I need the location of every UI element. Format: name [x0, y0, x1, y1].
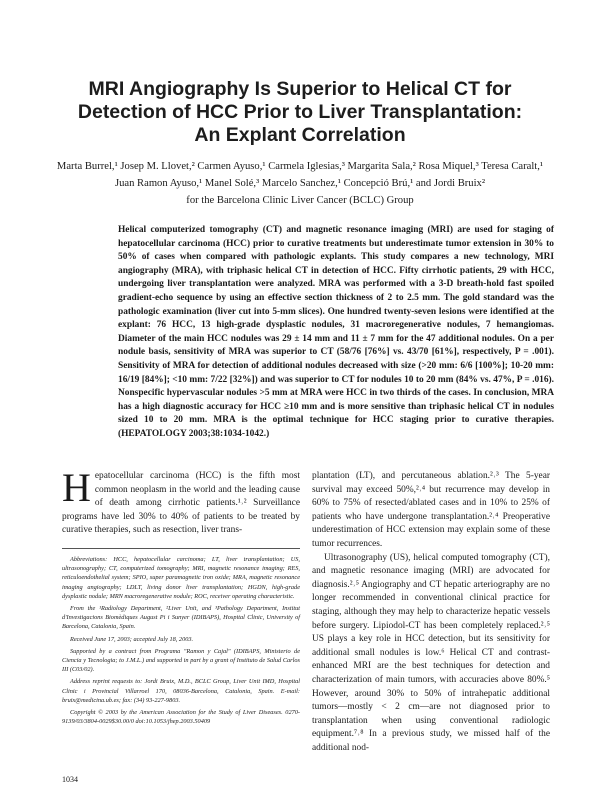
footnote-received: Received June 17, 2003; accepted July 18, 2003. [70, 635, 194, 643]
footnote-address: Address reprint requests to: Jordi Bruix, M.D., BCLC Group, Liver Unit IMD, Hospital Clinic i Provincial Villarroel 170, 08036-Barcelona, Catalonia, Spain. E-mail: bruix@medicina.ub.es; fax: (34) 93-227-9803. [62, 678, 300, 704]
footnote-abbreviations: Abbreviations: HCC, hepatocellular carcinoma; LT, liver transplantation; US, ultrasonography; CT, computerized tomography; MRI, magnetic resonance imaging; RES, reticuloendothelial system; SPIO, super paramagnetic iron oxide; MRA, magnetic resonance imaging angiography; LDLT, living donor liver transplantation; HGDN, high-grade dysplastic nodule; MRN macroregenerative nodule; ROC, receiver operating characteristic. [62, 556, 300, 600]
title-line: Detection of HCC Prior to Liver Transplantation: [77, 101, 523, 123]
paper-title [40, 78, 560, 147]
author-list [50, 158, 550, 209]
drop-cap: H [62, 465, 91, 510]
abstract: Helical computerized tomography (CT) and magnetic resonance imaging (MRI) are used for staging of hepatocellular carcinoma (HCC) prior to curative treatments but underestimate tumor extension in 30% to 50% of cases when compared with pathologic explants. This study compares a new technology, MRI angiography (MRA), with triphasic helical CT in detection of HCC. Fifty cirrhotic patients, 29 with HCC, undergoing liver transplantation were analyzed. MRA was performed with a 3-D breath-hold fast spoiled gradient-echo sequence by using an effective section thickness of 2 to 2.5 mm. The gold standard was the pathologic examination (liver cut into 5-mm slices). One hundred twenty-seven lesions were identified at the explant: 76 HCC, 13 high-grade dysplastic nodules, 31 macroregenerative nodules, 7 hemangiomas. Diameter of the main HCC nodules was 29 ± 14 mm and 11 ± 7 mm for the 47 additional nodules. On a per nodule basis, sensitivity of MRA was superior to CT (58/76 [76%] vs. 43/70 [61%], respectively, P = .001). Sensitivity of MRA for detection of additional nodules decreased with size (>20 mm: 6/6 [100%]; 10-20 mm: 16/19 [84%]; <10 mm: 7/22 [32%]) and was superior to CT for nodules 10 to 20 mm (84% vs. 47%, P = .016). Nonspecific hypervascular nodules >5 mm at MRA were HCC in two thirds of the cases. In conclusion, MRA has a high diagnostic accuracy for HCC ≥10 mm and is more sensitive than triphasic helical CT in nodules sized 10 to 20 mm. MRA is the optimal technique for HCC staging prior to curative therapies. (HEPATOLOGY 2003;38:1034-1042.) [118, 225, 554, 439]
page-number: 1034 [62, 775, 78, 784]
footnote-copyright: Copyright © 2003 by the American Association for the Study of Liver Diseases. 0270-9139/03/3804-0029$30.00/0 doi:10.1053/jhep.2003.50409 [62, 709, 300, 726]
title-line: MRI Angiography Is Superior to Helical CT for [88, 78, 512, 100]
body-paragraph: plantation (LT), and percutaneous ablation.²˒³ The 5-year survival may exceed 50%,²˒⁴ but recurrence may develop in 60% to 75% of resected/ablated cases and in 10% to 25% of patients who have undergone transplantation.²˒⁴ Preoperative underestimation of HCC extension may explain some of these tumor recurrences. [312, 471, 550, 549]
body-paragraph: Ultrasonography (US), helical computed tomography (CT), and magnetic resonance imaging (MRI) are advocated for diagnosis.²˒⁵ Angiography and CT hepatic arteriography are no longer recommended in conventional clinical practice for staging, although they may help to characterize hepatic vessels before surgery. Lipiodol-CT has been completely replaced.²˒⁵ US plays a key role in HCC detection, but its sensitivity for additional small nodules is low.⁶ Helical CT and contrast-enhanced MRI are the best techniques for detection and characterization of main tumors, with accuracies above 80%.⁵ However, around 30% to 50% of intrahepatic additional tumors—mostly < 2 cm—are not diagnosed prior to transplantation when using conventional radiologic equipment.⁷˒⁸ In a previous study, we missed half of the additional nod- [312, 552, 550, 753]
footnote-support: Supported by a contract from Programa "Ramon y Cajal" (IDIBAPS, Ministerio de Ciencia y Tecnologia; to J.M.L.) and supported in part by a grant of Instituto de Salud Carlos III (C03/02). [62, 647, 300, 674]
intro-paragraph: epatocellular carcinoma (HCC) is the fifth most common neoplasm in the world and the leading cause of death among cirrhotic patients.¹˒² Surveillance programs have led 30% to 40% of patients to be treated by curative therapies, such as resection, liver trans- [62, 471, 300, 536]
group-line: for the Barcelona Clinic Liver Cancer (BCLC) Group [186, 195, 414, 206]
footnote-divider [62, 548, 300, 549]
title-line: An Explant Correlation [194, 124, 406, 146]
right-column [312, 470, 550, 755]
left-column [62, 465, 300, 538]
footnotes [62, 555, 300, 729]
authors-line: Juan Ramon Ayuso,¹ Manel Solé,³ Marcelo Sanchez,¹ Concepció Brú,¹ and Jordi Bruix² [114, 178, 486, 189]
footnote-affiliations: From the ¹Radiology Department, ²Liver Unit, and ³Pathology Department, Institut d'Investigacions Biomèdiques August Pi i Sunyer (IDIBAPS), Hospital Clinic, University of Barcelona, Catalonia, Spain. [62, 605, 300, 631]
authors-line: Marta Burrel,¹ Josep M. Llovet,² Carmen Ayuso,¹ Carmela Iglesias,³ Margarita Sala,² Rosa Miquel,³ Teresa Caralt,¹ [56, 161, 544, 172]
